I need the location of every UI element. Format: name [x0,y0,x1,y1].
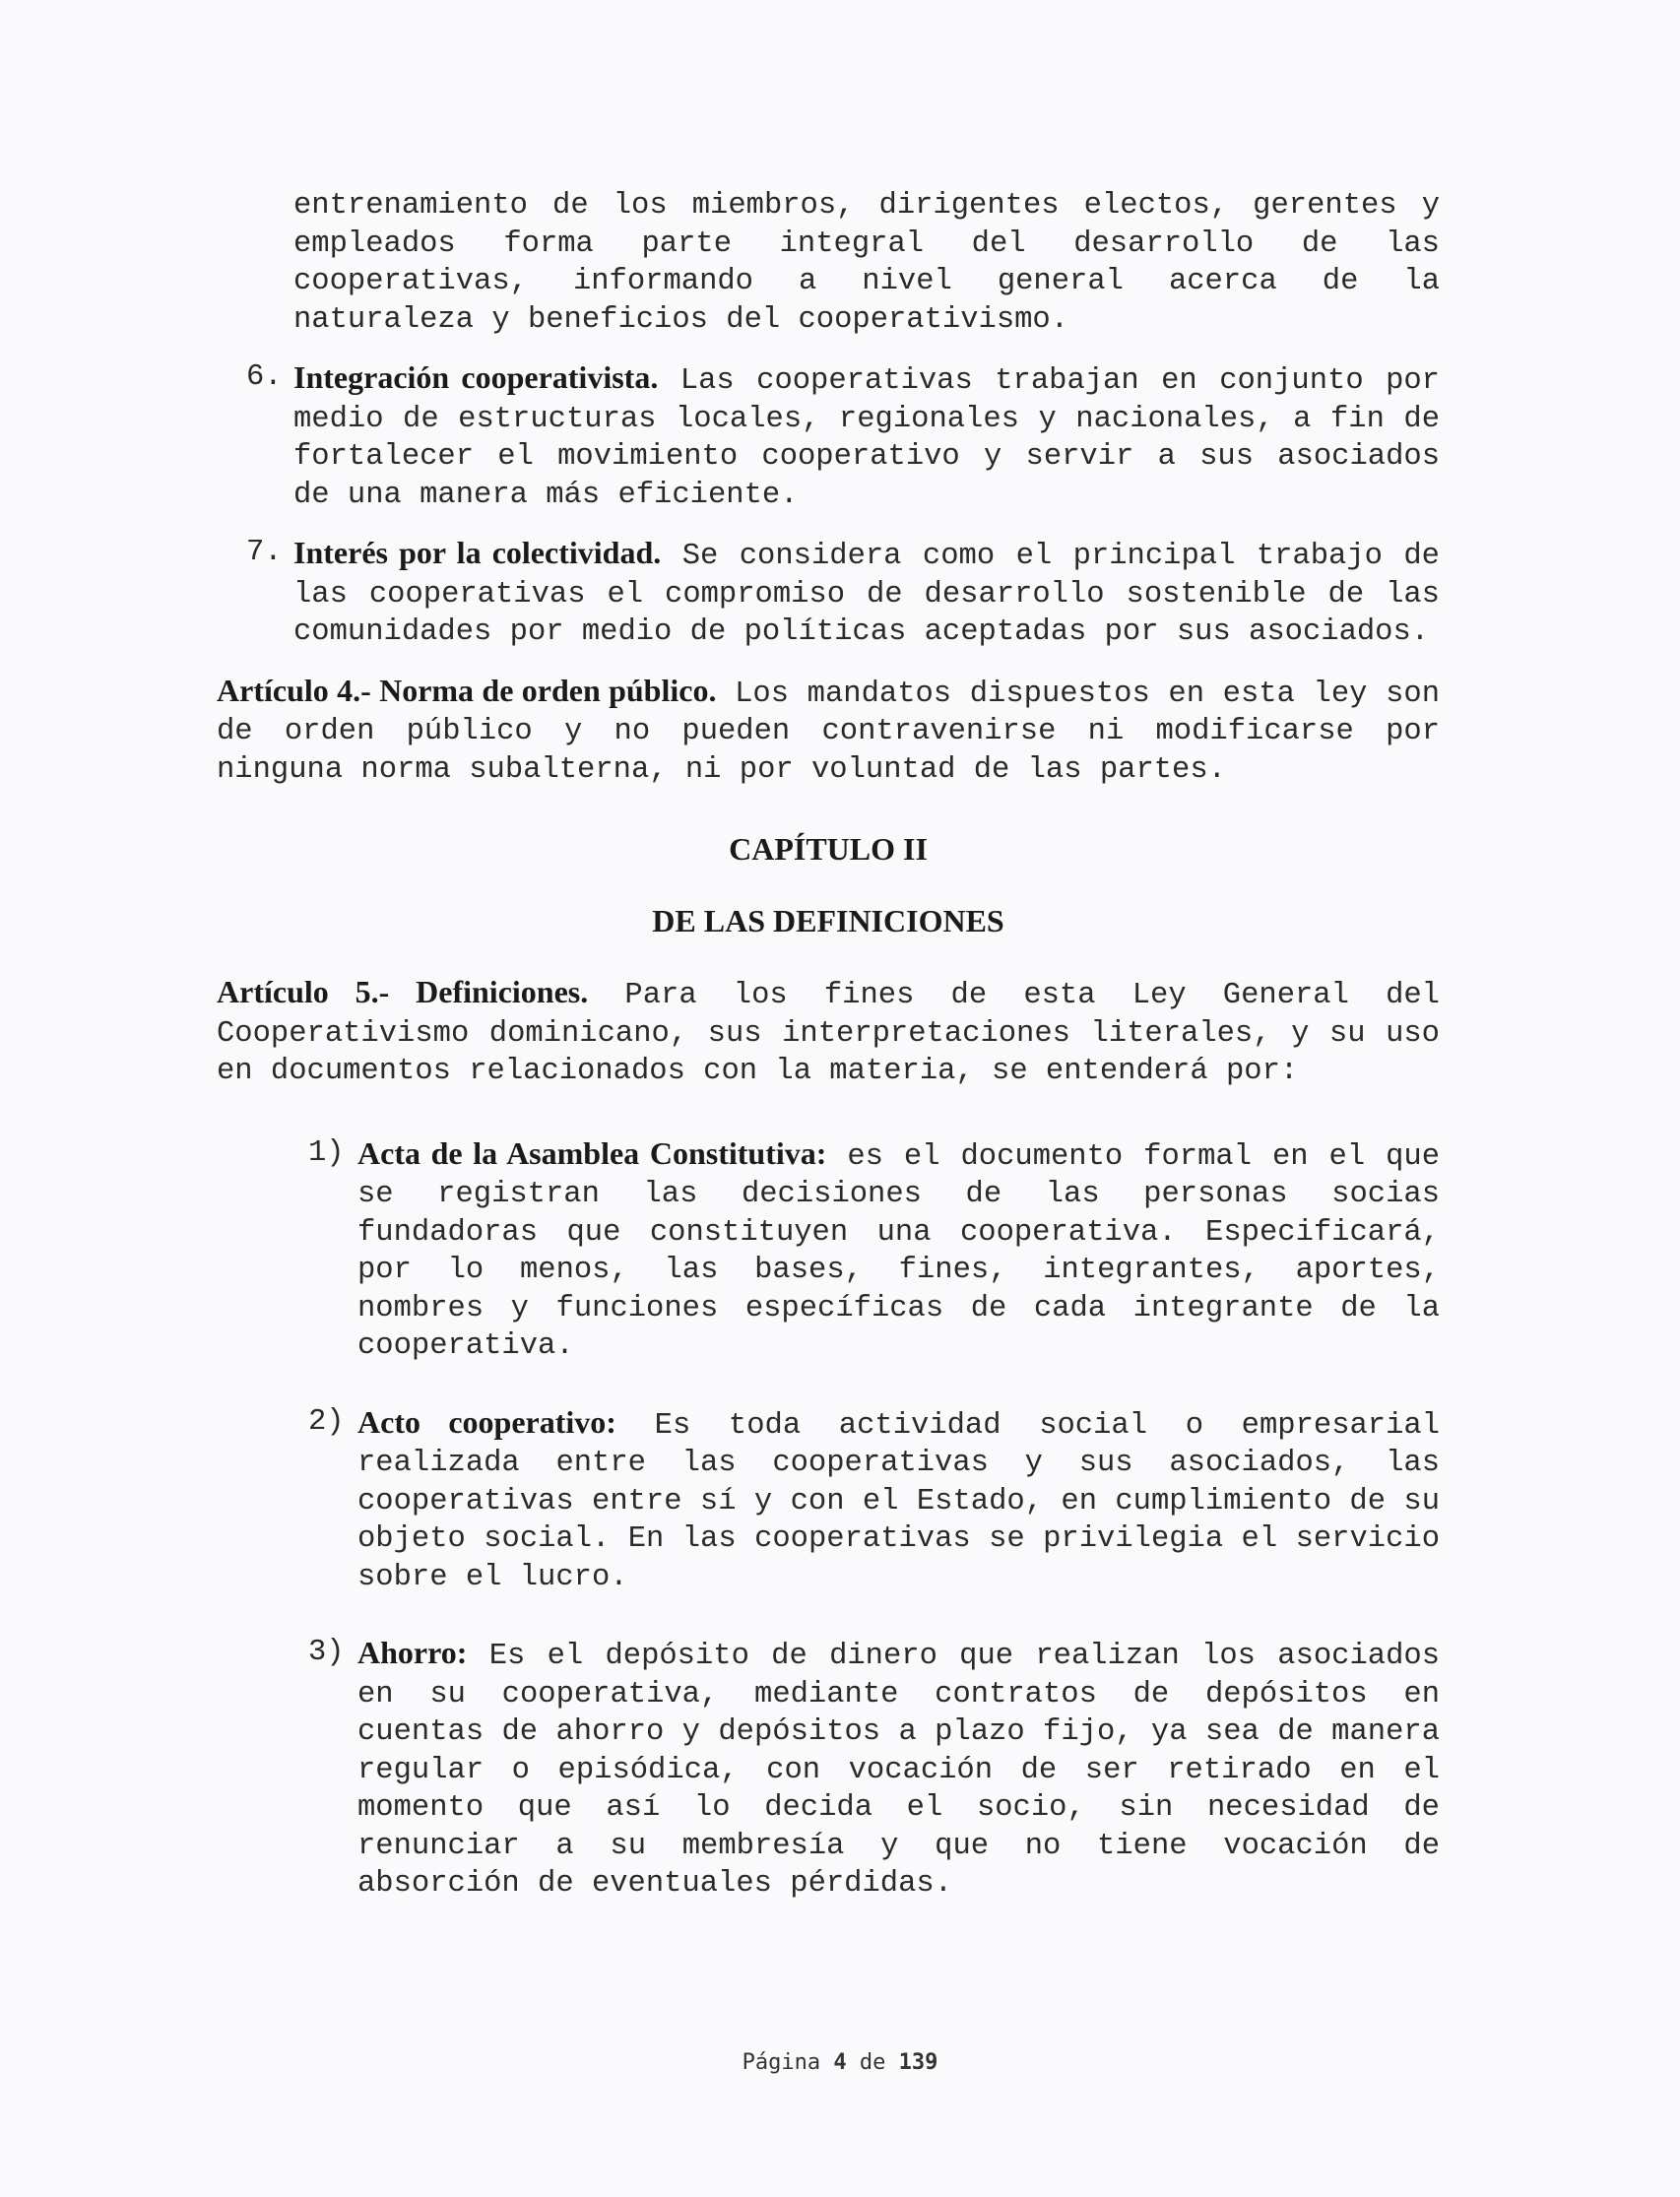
intro-continuation: entrenamiento de los miembros, dirigentes electos, gerentes y empleados forma parte integral del desarrollo de las cooperativas, informando a nivel general acerca de la naturaleza y beneficios del cooperativismo. [293,189,1440,337]
principle-item [217,534,1440,652]
definition-number: 3) [308,1636,345,1669]
principle-text: Se considera como el principal trabajo de las cooperativas el compromiso de desarrollo sostenible de las comunidades por medio de políticas aceptadas por sus asociados. [293,540,1440,649]
footer-total-pages: 139 [898,2050,938,2075]
chapter-number: CAPÍTULO II [729,831,928,867]
article-4-title: Artículo 4.- Norma de orden público. [217,672,717,708]
principle-title: Integración cooperativista. [293,359,659,395]
page-content [217,187,1440,1941]
definition-term: Acta de la Asamblea Constitutiva: [357,1134,827,1171]
principle-title: Interés por la colectividad. [293,535,662,570]
article-5-text: Para los fines de esta Ley General del Cooperativismo dominicano, sus interpretaciones literales, y su uso en documentos relacionados con la materia, se entenderá por: [217,979,1440,1088]
definition-text: es el documento formal en el que se registran las decisiones de las personas socias fundadoras que constituyen una cooperativa. Especificará, por lo menos, las bases, fines, integrantes, aportes, nombres y funciones específicas de cada integrante de la cooperativa. [357,1139,1440,1363]
principle-text: Las cooperativas trabajan en conjunto por medio de estructuras locales, regionales y nacionales, a fin de fortalecer el movimiento cooperativo y servir a sus asociados de una manera más eficiente. [293,364,1440,512]
definition-item [308,1634,1440,1904]
definition-term: Ahorro: [357,1635,468,1670]
definitions-list [308,1134,1440,1904]
article-4-text: Los mandatos dispuestos en esta ley son de orden público y no pueden contravenirse ni modificarse por ninguna norma subalterna, ni por voluntad de las partes. [217,677,1440,787]
article-5-title: Artículo 5.- Definiciones. [217,974,589,1009]
page-footer [0,2050,1680,2075]
principle-item [217,358,1440,514]
footer-label: Página [742,2050,821,2075]
definition-item [308,1403,1440,1597]
footer-current-page: 4 [833,2050,847,2075]
principle-number: 7. [246,536,283,569]
definition-item [308,1134,1440,1366]
chapter-title: DE LAS DEFINICIONES [652,902,1004,938]
principle-number: 6. [246,360,283,394]
definition-text: Es el depósito de dinero que realizan los asociados en su cooperativa, mediante contratos de depósitos en cuentas de ahorro y depósitos a plazo fijo, ya sea de manera regular o episódica, con vocación de ser retirado en el momento que así lo decida el socio, sin necesidad de renunciar a su membresía y que no tiene vocación de absorción de eventuales pérdidas. [357,1640,1441,1901]
definition-text: Es toda actividad social o empresarial realizada entre las cooperativas y sus asociados, las cooperativas entre sí y con el Estado, en cumplimiento de su objeto social. En las cooperativas se privilegia el servicio sobre el lucro. [357,1408,1441,1594]
definition-number: 2) [308,1404,345,1439]
definition-number: 1) [308,1135,345,1170]
article-5 [217,973,1440,1091]
article-4 [217,672,1440,790]
footer-of: de [859,2050,886,2075]
definition-term: Acto cooperativo: [357,1403,616,1440]
